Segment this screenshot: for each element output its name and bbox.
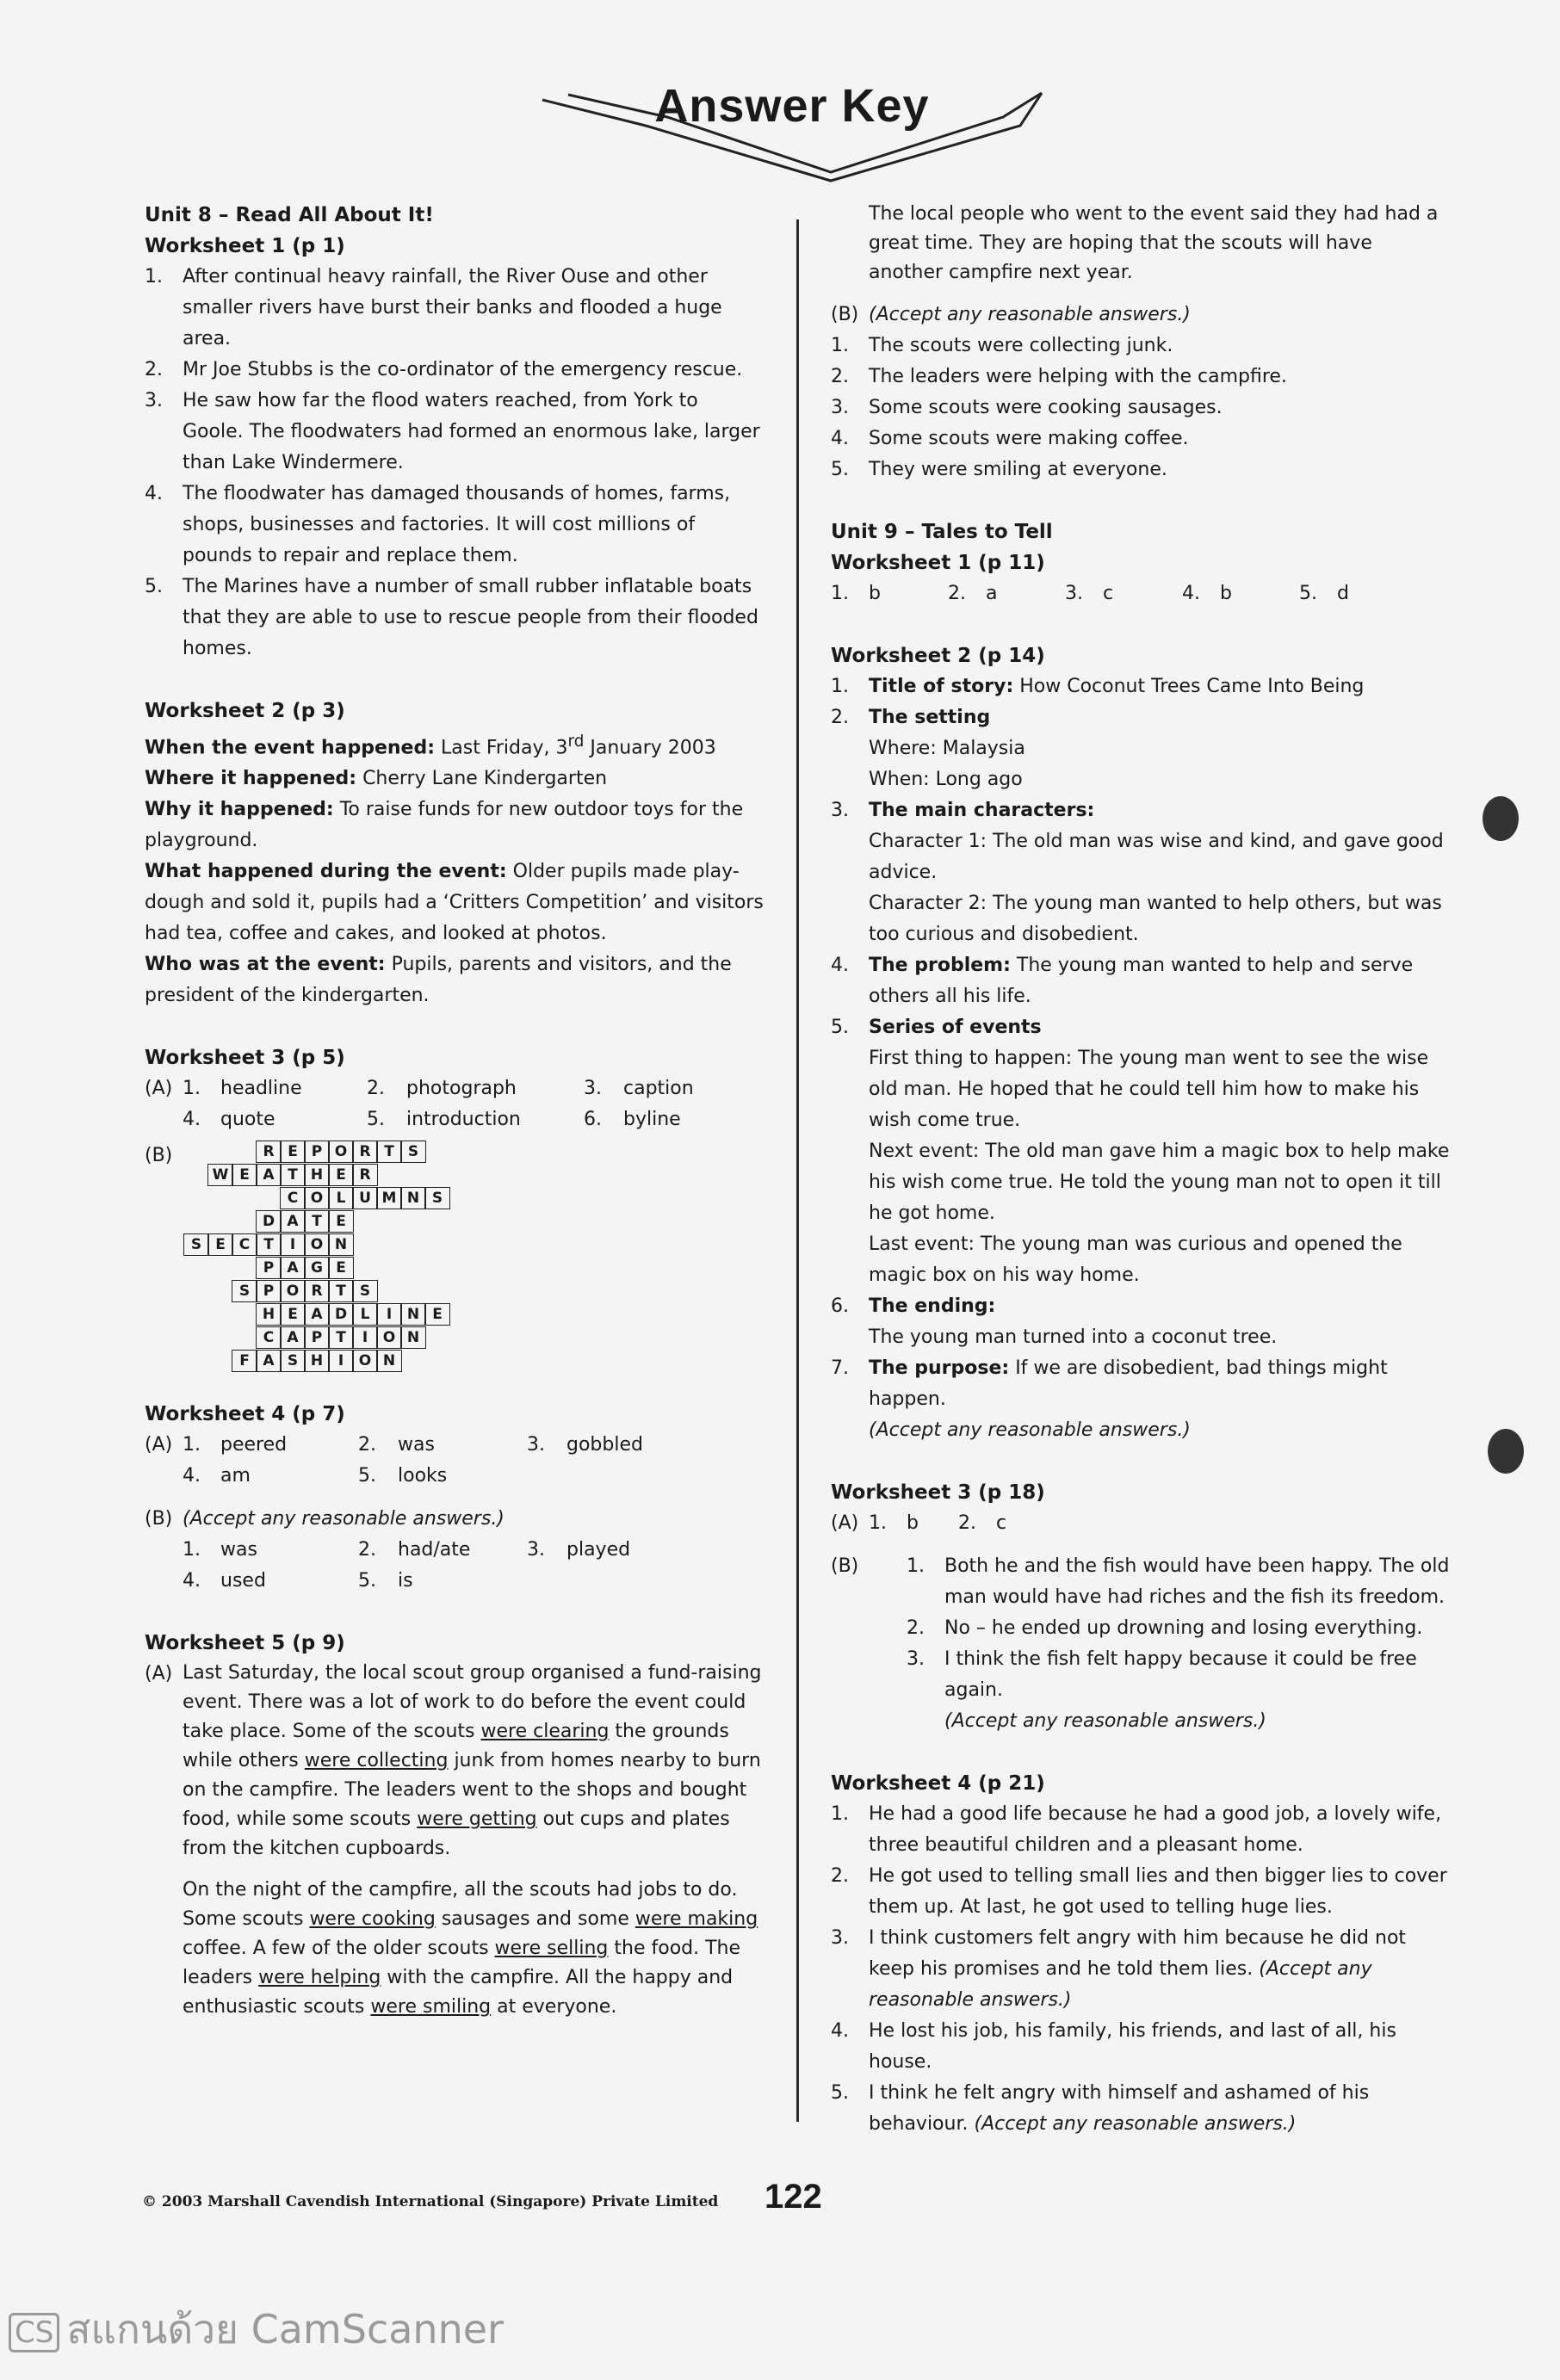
- item-number: 4.: [831, 428, 849, 449]
- list-item: [145, 572, 765, 665]
- crossword-cell: I: [280, 1233, 306, 1256]
- crossword-cell: A: [280, 1257, 306, 1279]
- worksheet-3-title: Worksheet 3 (p 18): [831, 1481, 1045, 1504]
- item-text: He saw how far the flood waters reached, from York to Goole. The floodwaters had formed an enormous lake, larger than Lake Windermere.: [183, 390, 760, 473]
- part-a-label: (A): [831, 1512, 859, 1534]
- answers-row: [145, 1073, 765, 1104]
- item-number: 3.: [145, 390, 163, 411]
- item-text: He lost his job, his family, his friends, and last of all, his house.: [869, 2020, 1396, 2073]
- crossword-cell: A: [280, 1210, 306, 1233]
- crossword-cell: E: [232, 1164, 257, 1186]
- crossword-cell: S: [424, 1187, 450, 1209]
- passage-text: out cups and plates from the kitchen cupboards.: [183, 1808, 730, 1860]
- column-divider: [796, 219, 799, 2122]
- worksheet-2-title: Worksheet 2 (p 14): [831, 645, 1045, 667]
- item-number: 3.: [831, 1927, 849, 1949]
- crossword-cell: E: [207, 1233, 233, 1256]
- item-number: 1.: [183, 1539, 201, 1561]
- answers-row: [145, 1104, 765, 1135]
- item-number: 4.: [183, 1570, 201, 1592]
- list-item: [831, 423, 1451, 454]
- item-number: 3.: [831, 800, 849, 821]
- item-number: 2.: [958, 1512, 976, 1534]
- item-number: 7.: [831, 1357, 849, 1379]
- problem-text: The young man wanted to help and serve others all his life.: [869, 955, 1414, 1007]
- item-number: 3.: [831, 397, 849, 418]
- passage-paragraph-1: [183, 1659, 765, 1864]
- crossword-cell: E: [280, 1303, 306, 1326]
- problem-label: The problem:: [869, 955, 1011, 976]
- list-item: [831, 362, 1451, 393]
- item-number: 5.: [367, 1109, 385, 1131]
- answer: introduction: [406, 1109, 521, 1131]
- passage-text: the grounds while others: [183, 1721, 729, 1772]
- crossword-cell: S: [232, 1280, 257, 1302]
- underlined-verb: were smiling: [370, 1996, 492, 2018]
- item-text: I think he felt angry with himself and ashamed of his behaviour.: [869, 2082, 1370, 2135]
- answer: peered: [220, 1434, 288, 1456]
- item-number: 2.: [907, 1617, 925, 1639]
- crossword-cell: T: [280, 1164, 306, 1186]
- accept-note: (Accept any reasonable answers.): [869, 304, 1191, 325]
- crossword-cell: H: [304, 1164, 330, 1186]
- why-text: To raise funds for new outdoor toys for the playground.: [145, 799, 744, 852]
- accept-note: (Accept any reasonable answers.): [974, 2113, 1297, 2135]
- crossword-cell: L: [328, 1187, 354, 1209]
- copyright-notice: © 2003 Marshall Cavendish International (Singapore) Private Limited: [142, 2193, 719, 2210]
- item-number: 2.: [358, 1539, 376, 1561]
- event-next: Next event: The old man gave him a magic box to help make his wish come true. He told the young man not to open it till he got home.: [869, 1141, 1450, 1224]
- story-title-label: Title of story:: [869, 676, 1014, 697]
- answer: d: [1337, 583, 1349, 604]
- answer: played: [566, 1539, 631, 1561]
- when-text-end: January 2003: [584, 737, 716, 759]
- part-b-label: (B): [145, 1508, 173, 1530]
- crossword-cell: C: [280, 1187, 306, 1209]
- item-number: 5.: [1299, 583, 1317, 604]
- left-column: [145, 200, 765, 2022]
- item-number: 5.: [831, 1017, 849, 1038]
- item-number: 2.: [831, 366, 849, 387]
- punch-hole: [1488, 1429, 1524, 1474]
- list-item: [145, 479, 765, 572]
- page-title: Answer Key: [654, 80, 930, 132]
- crossword-cell: P: [256, 1280, 282, 1302]
- list-item: [831, 2078, 1451, 2140]
- answer: used: [220, 1570, 266, 1592]
- crossword-cell: D: [328, 1303, 354, 1326]
- answer: photograph: [406, 1078, 517, 1100]
- part-b-label: (B): [831, 304, 859, 325]
- story-title: How Coconut Trees Came Into Being: [1019, 676, 1365, 697]
- setting-label: The setting: [869, 707, 991, 728]
- crossword-cell: N: [400, 1326, 426, 1349]
- list-item: [831, 1012, 1451, 1043]
- list-item: [907, 1644, 1451, 1706]
- who-text: Pupils, parents and visitors, and the president of the kindergarten.: [145, 954, 732, 1007]
- part-b-list: [831, 1551, 1451, 1737]
- events-label: Series of events: [869, 1017, 1042, 1038]
- setting-when: When: Long ago: [869, 769, 1023, 790]
- when-label: When the event happened:: [145, 737, 436, 759]
- list-item: [831, 2016, 1451, 2078]
- crossword-cell: A: [280, 1326, 306, 1349]
- underlined-verb: were collecting: [304, 1750, 449, 1772]
- crossword-cell: T: [328, 1326, 354, 1349]
- crossword-cell: R: [352, 1141, 378, 1163]
- passage-continued: The local people who went to the event said they had had a great time. They are hoping that the scouts will have another campfire next year.: [869, 203, 1439, 283]
- item-number: 2.: [367, 1078, 385, 1100]
- underlined-verb: were selling: [494, 1938, 609, 1960]
- answer: quote: [220, 1109, 275, 1131]
- crossword-cell: T: [376, 1141, 402, 1163]
- crossword-cell: E: [328, 1257, 354, 1279]
- item-number: 1.: [831, 676, 849, 697]
- item-number: 3.: [527, 1539, 545, 1561]
- crossword-cell: G: [304, 1257, 330, 1279]
- worksheet-5-title: Worksheet 5 (p 9): [145, 1632, 345, 1655]
- list-item: [831, 1291, 1451, 1322]
- worksheet-2-title: Worksheet 2 (p 3): [145, 700, 345, 722]
- setting-where: Where: Malaysia: [869, 738, 1025, 759]
- item-text: Both he and the fish would have been happy. The old man would have had riches and the fish its freedom.: [944, 1555, 1450, 1608]
- purpose-label: The purpose:: [869, 1357, 1010, 1379]
- accept-note: (Accept any reasonable answers.): [869, 1958, 1372, 2011]
- part-a-label: (A): [145, 1434, 173, 1456]
- list-item: [831, 1923, 1451, 2016]
- crossword-cell: R: [352, 1164, 378, 1186]
- crossword-cell: W: [207, 1164, 233, 1186]
- answer: b: [869, 583, 881, 604]
- list-item: [831, 1799, 1451, 1861]
- item-text: Some scouts were cooking sausages.: [869, 397, 1223, 418]
- item-number: 5.: [358, 1570, 376, 1592]
- passage-text: the food. The leaders: [183, 1938, 741, 1989]
- passage-text: junk from homes nearby to burn on the campfire. The leaders went to the shops and bought food, while some scouts: [183, 1750, 761, 1831]
- crossword-cell: P: [256, 1257, 282, 1279]
- item-number: 5.: [145, 576, 163, 597]
- who-label: Who was at the event:: [145, 954, 386, 976]
- crossword-cell: P: [304, 1141, 330, 1163]
- item-number: 6.: [584, 1109, 602, 1131]
- worksheet-1-title: Worksheet 1 (p 11): [831, 552, 1045, 574]
- crossword-cell: S: [183, 1233, 209, 1256]
- crossword-cell: A: [256, 1350, 282, 1372]
- character-2: Character 2: The young man wanted to help others, but was too curious and disobedient.: [869, 893, 1442, 945]
- crossword-cell: E: [328, 1164, 354, 1186]
- item-number: 1.: [907, 1555, 925, 1577]
- underlined-verb: were cooking: [309, 1908, 436, 1931]
- crossword-cell: N: [400, 1303, 426, 1326]
- accept-note: (Accept any reasonable answers.): [183, 1508, 505, 1530]
- answers-row: [145, 1535, 765, 1566]
- crossword-cell: I: [376, 1303, 402, 1326]
- event-first: First thing to happen: The young man went to see the wise old man. He hoped that he could tell him how to make his wish come true.: [869, 1048, 1429, 1131]
- list-item: [831, 1861, 1451, 1923]
- list-item: [145, 386, 765, 479]
- unit-9-title: Unit 9 – Tales to Tell: [831, 521, 1053, 543]
- item-number: 4.: [183, 1109, 201, 1131]
- list-item: [831, 702, 1451, 733]
- answer: had/ate: [398, 1539, 471, 1561]
- crossword-cell: I: [328, 1350, 354, 1372]
- where-text: Cherry Lane Kindergarten: [362, 768, 608, 790]
- answer: gobbled: [566, 1434, 643, 1456]
- item-number: 1.: [183, 1078, 201, 1100]
- list-item: [831, 1353, 1451, 1415]
- crossword-cell: O: [304, 1233, 330, 1256]
- worksheet-3-title: Worksheet 3 (p 5): [145, 1047, 345, 1070]
- item-number: 1.: [831, 583, 849, 604]
- crossword-cell: T: [328, 1280, 354, 1302]
- answer: was: [398, 1434, 435, 1456]
- answer: byline: [623, 1109, 681, 1131]
- answers-row: [831, 1508, 1451, 1539]
- crossword-cell: E: [280, 1141, 306, 1163]
- item-text: No – he ended up drowning and losing everything.: [944, 1617, 1423, 1639]
- answers-row: [145, 1566, 765, 1597]
- underlined-verb: were helping: [258, 1967, 381, 1989]
- characters-label: The main characters:: [869, 800, 1095, 821]
- passage-text: at everyone.: [491, 1996, 617, 2018]
- camscanner-logo-icon: CS: [9, 2313, 59, 2352]
- underlined-verb: were getting: [417, 1808, 537, 1831]
- when-ordinal: rd: [567, 733, 585, 751]
- item-text: The Marines have a number of small rubber inflatable boats that they are able to use to rescue people from their flooded homes.: [183, 576, 758, 659]
- underlined-verb: were clearing: [480, 1721, 610, 1743]
- crossword-cell: R: [304, 1280, 330, 1302]
- crossword-cell: S: [352, 1280, 378, 1302]
- item-number: 2.: [145, 359, 163, 380]
- item-number: 1.: [831, 335, 849, 356]
- item-number: 4.: [183, 1465, 201, 1487]
- crossword-cell: H: [304, 1350, 330, 1372]
- item-text: Some scouts were making coffee.: [869, 428, 1189, 449]
- answer-key-header: [534, 76, 1050, 188]
- answer: b: [907, 1512, 919, 1534]
- crossword-cell: E: [424, 1303, 450, 1326]
- crossword-cell: O: [304, 1187, 330, 1209]
- list-item: [145, 355, 765, 386]
- item-number: 6.: [831, 1295, 849, 1317]
- event-last: Last event: The young man was curious and opened the magic box on his way home.: [869, 1233, 1402, 1286]
- item-text: He had a good life because he had a good job, a lovely wife, three beautiful children and a pleasant home.: [869, 1803, 1442, 1856]
- item-text: The floodwater has damaged thousands of homes, farms, shops, businesses and factories. It will cost millions of pounds to repair and replace them.: [183, 483, 731, 566]
- answer: am: [220, 1465, 251, 1487]
- item-number: 3.: [527, 1434, 545, 1456]
- where-label: Where it happened:: [145, 768, 357, 790]
- answer: a: [986, 583, 998, 604]
- event-why: [145, 794, 765, 856]
- list-item: [831, 795, 1451, 826]
- item-text: I think the fish felt happy because it could be free again.: [944, 1648, 1417, 1701]
- list-item: [145, 262, 765, 355]
- character-1: Character 1: The old man was wise and kind, and gave good advice.: [869, 831, 1444, 883]
- part-a-label: (A): [145, 1078, 173, 1100]
- list-item: [831, 331, 1451, 362]
- crossword-cell: M: [376, 1187, 402, 1209]
- item-number: 5.: [831, 2082, 849, 2104]
- note-row: [831, 300, 1451, 331]
- crossword-cell: C: [232, 1233, 257, 1256]
- crossword-cell: A: [256, 1164, 282, 1186]
- passage-text: On the night of the campfire, all the scouts had jobs to do. Some scouts: [183, 1879, 738, 1931]
- crossword-cell: N: [376, 1350, 402, 1372]
- worksheet-1-title: Worksheet 1 (p 1): [145, 235, 345, 257]
- answer: is: [398, 1570, 413, 1592]
- crossword-cell: P: [304, 1326, 330, 1349]
- event-when: [145, 726, 765, 763]
- part-b-label: (B): [831, 1555, 859, 1577]
- crossword-cell: N: [328, 1233, 354, 1256]
- crossword-cell: O: [352, 1350, 378, 1372]
- answer: c: [996, 1512, 1007, 1534]
- answers-row: [145, 1430, 765, 1461]
- camscanner-watermark: [9, 2298, 504, 2361]
- answer: was: [220, 1539, 257, 1561]
- answer: looks: [398, 1465, 448, 1487]
- item-text: Mr Joe Stubbs is the co-ordinator of the emergency rescue.: [183, 359, 743, 380]
- list-item: [831, 454, 1451, 485]
- list-item: [907, 1613, 1451, 1644]
- purpose-text: If we are disobedient, bad things might happen.: [869, 1357, 1388, 1410]
- list-item: [831, 671, 1451, 702]
- item-text: I think customers felt angry with him because he did not keep his promises and he told them lies.: [869, 1927, 1407, 1980]
- crossword-cell: T: [304, 1210, 330, 1233]
- item-number: 1.: [183, 1434, 201, 1456]
- crossword-cell: N: [400, 1187, 426, 1209]
- watermark-text: สแกนด้วย CamScanner: [66, 2306, 504, 2352]
- list-item: [831, 950, 1451, 1012]
- crossword-cell: O: [328, 1141, 354, 1163]
- crossword-cell: U: [352, 1187, 378, 1209]
- crossword-cell: O: [280, 1280, 306, 1302]
- item-text: He got used to telling small lies and then bigger lies to cover them up. At last, he got used to telling huge lies.: [869, 1865, 1447, 1918]
- item-number: 4.: [1182, 583, 1200, 604]
- item-number: 5.: [831, 459, 849, 480]
- item-number: 2.: [358, 1434, 376, 1456]
- answers-row: [145, 1461, 765, 1492]
- event-who: [145, 949, 765, 1011]
- when-text: Last Friday, 3: [441, 737, 568, 759]
- page-number: 122: [765, 2178, 822, 2216]
- answer: caption: [623, 1078, 694, 1100]
- part-a-label: (A): [145, 1663, 173, 1685]
- crossword-cell: C: [256, 1326, 282, 1349]
- item-number: 2.: [831, 707, 849, 728]
- crossword-section: [145, 1141, 765, 1382]
- passage: [145, 1659, 765, 2022]
- what-text: Older pupils made play-dough and sold it, pupils had a ‘Critters Competition’ and visitors had tea, coffee and cakes, and looked at photos.: [145, 861, 764, 945]
- list-item: [831, 393, 1451, 423]
- item-number: 1.: [831, 1803, 849, 1825]
- passage-text: with the campfire. All the happy and enthusiastic scouts: [183, 1967, 734, 2018]
- unit-8-title: Unit 8 – Read All About It!: [145, 204, 434, 226]
- answer: c: [1103, 583, 1114, 604]
- crossword-cell: A: [304, 1303, 330, 1326]
- item-number: 2.: [831, 1865, 849, 1887]
- crossword-cell: E: [328, 1210, 354, 1233]
- list-item: [907, 1551, 1451, 1613]
- worksheet-4-title: Worksheet 4 (p 7): [145, 1403, 345, 1426]
- right-column: [831, 200, 1451, 2140]
- item-number: 3.: [907, 1648, 925, 1670]
- crossword-cell: S: [400, 1141, 426, 1163]
- item-number: 2.: [948, 583, 966, 604]
- ending-label: The ending:: [869, 1295, 996, 1317]
- item-number: 4.: [831, 955, 849, 976]
- item-number: 5.: [358, 1465, 376, 1487]
- crossword-cell: R: [256, 1141, 282, 1163]
- crossword-cell: O: [376, 1326, 402, 1349]
- item-number: 4.: [145, 483, 163, 504]
- why-label: Why it happened:: [145, 799, 334, 821]
- passage-text: coffee. A few of the older scouts: [183, 1938, 495, 1960]
- passage-paragraph-2: [183, 1876, 765, 2022]
- item-text: The scouts were collecting junk.: [869, 335, 1173, 356]
- punch-hole: [1483, 796, 1519, 841]
- crossword-cell: D: [256, 1210, 282, 1233]
- answers-row: [831, 578, 1451, 609]
- part-b-label: (B): [145, 1145, 173, 1167]
- crossword-cell: T: [256, 1233, 282, 1256]
- crossword-cell: I: [352, 1326, 378, 1349]
- item-number: 4.: [831, 2020, 849, 2042]
- accept-note: (Accept any reasonable answers.): [869, 1419, 1191, 1441]
- item-text: The leaders were helping with the campfire.: [869, 366, 1287, 387]
- what-label: What happened during the event:: [145, 861, 507, 883]
- crossword-cell: S: [280, 1350, 306, 1372]
- answer: b: [1220, 583, 1232, 604]
- item-number: 3.: [1065, 583, 1083, 604]
- answer: headline: [220, 1078, 302, 1100]
- event-what: [145, 856, 765, 949]
- ending-text: The young man turned into a coconut tree.: [869, 1326, 1278, 1348]
- worksheet-4-title: Worksheet 4 (p 21): [831, 1772, 1045, 1795]
- passage-text: Last Saturday, the local scout group organised a fund-raising event. There was a lot of work to do before the event could take place. Some of the scouts: [183, 1662, 762, 1743]
- event-where: [145, 763, 765, 794]
- crossword-cell: L: [352, 1303, 378, 1326]
- underlined-verb: were making: [635, 1908, 758, 1931]
- item-number: 3.: [584, 1078, 602, 1100]
- passage-text: sausages and some: [435, 1908, 635, 1931]
- item-number: 1.: [145, 266, 163, 287]
- crossword-cell: H: [256, 1303, 282, 1326]
- item-number: 1.: [869, 1512, 887, 1534]
- item-text: After continual heavy rainfall, the River Ouse and other smaller rivers have burst their banks and flooded a huge area.: [183, 266, 722, 349]
- crossword-cell: F: [232, 1350, 257, 1372]
- note-row: [145, 1504, 765, 1535]
- accept-note: (Accept any reasonable answers.): [944, 1710, 1266, 1732]
- item-text: They were smiling at everyone.: [869, 459, 1167, 480]
